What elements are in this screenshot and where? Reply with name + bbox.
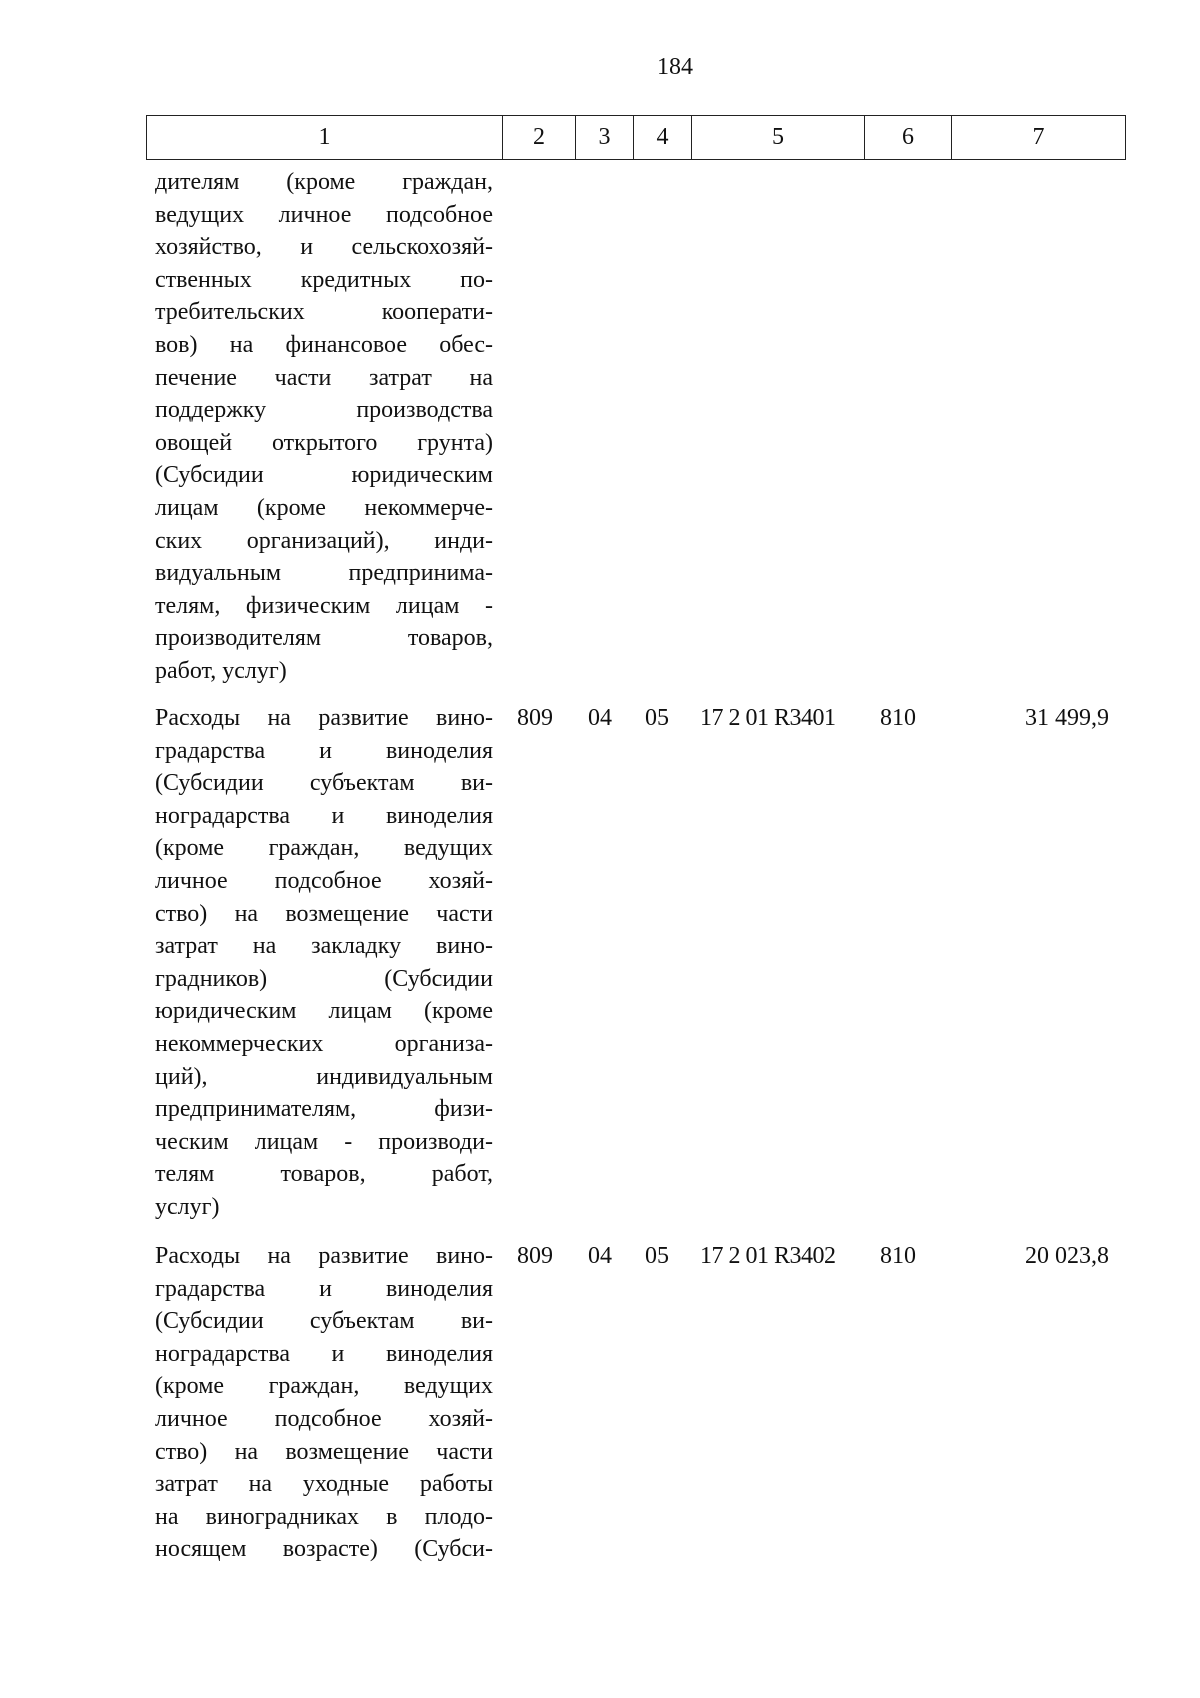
description-line: лицам (кроме некоммерче- [155,494,493,521]
description-line: вов) на финансовое обес- [155,331,493,358]
description-line: (кроме граждан, ведущих [155,1373,493,1400]
description-line: юридическим лицам (кроме [155,998,493,1025]
description-line: телям товаров, работ, [155,1161,493,1188]
description-line: предпринимателям, физи- [155,1096,493,1123]
description-line: затрат на уходные работы [155,1471,493,1498]
row-col7-value: 31 499,9 [1025,705,1109,731]
row-col4-value: 05 [645,1243,669,1269]
row-col2-value: 809 [517,705,553,731]
description-line: (кроме граждан, ведущих [155,835,493,862]
header-cell-6: 6 [865,116,952,160]
description-line: на виноградниках в плодо- [155,1503,493,1530]
description-line: овощей открытого грунта) [155,429,493,456]
description-line: видуальным предпринима- [155,560,493,587]
row-col2-value: 809 [517,1243,553,1269]
description-line: телям, физическим лицам - [155,592,493,619]
description-line: (Субсидии юридическим [155,462,493,489]
row-description [155,702,493,1224]
description-line: затрат на закладку вино- [155,933,493,960]
row-col6-value: 810 [880,705,916,731]
description-line: (Субсидии субъектам ви- [155,770,493,797]
header-cell-5: 5 [692,116,865,160]
row-col5-value: 17 2 01 R3401 [700,705,836,731]
row-description [155,1240,493,1566]
description-line: ноградарства и виноделия [155,1340,493,1367]
header-cell-7: 7 [952,116,1126,160]
description-line: производителям товаров, [155,625,493,652]
description-line: требительских кооперати- [155,299,493,326]
row-col3-value: 04 [588,705,612,731]
header-cell-3: 3 [576,116,634,160]
description-line: ство) на возмещение части [155,1438,493,1465]
description-line: ций), индивидуальным [155,1063,493,1090]
description-line: некоммерческих организа- [155,1030,493,1057]
table-header [146,115,1126,160]
description-line: градарства и виноделия [155,737,493,764]
description-line: дителям (кроме граждан, [155,169,493,195]
description-line: печение части затрат на [155,364,493,391]
description-line: хозяйство, и сельскохозяй- [155,234,493,261]
header-cell-4: 4 [634,116,692,160]
row-col3-value: 04 [588,1243,612,1269]
description-line: ведущих личное подсобное [155,201,493,228]
header-row [147,116,1126,160]
description-line: ноградарства и виноделия [155,802,493,829]
description-line: поддержку производства [155,397,493,424]
description-line: ческим лицам - производи- [155,1128,493,1155]
description-line: носящем возрасте) (Субси- [155,1536,493,1563]
row-col6-value: 810 [880,1243,916,1269]
row-description [155,166,493,688]
header-cell-1: 1 [147,116,503,160]
description-line: Расходы на развитие вино- [155,1243,493,1269]
row-col4-value: 05 [645,705,669,731]
header-cell-2: 2 [503,116,576,160]
description-line: ственных кредитных по- [155,266,493,293]
description-line: градников) (Субсидии [155,965,493,992]
description-line: личное подсобное хозяй- [155,867,493,894]
description-line: (Субсидии субъектам ви- [155,1308,493,1335]
page-number: 184 [657,54,693,80]
description-line: Расходы на развитие вино- [155,705,493,731]
description-line: личное подсобное хозяй- [155,1405,493,1432]
description-line: ство) на возмещение части [155,900,493,927]
row-col5-value: 17 2 01 R3402 [700,1243,836,1269]
description-line: работ, услуг) [155,657,287,684]
description-line: градарства и виноделия [155,1275,493,1302]
row-col7-value: 20 023,8 [1025,1243,1109,1269]
description-line: услуг) [155,1193,220,1220]
description-line: ских организаций), инди- [155,527,493,554]
